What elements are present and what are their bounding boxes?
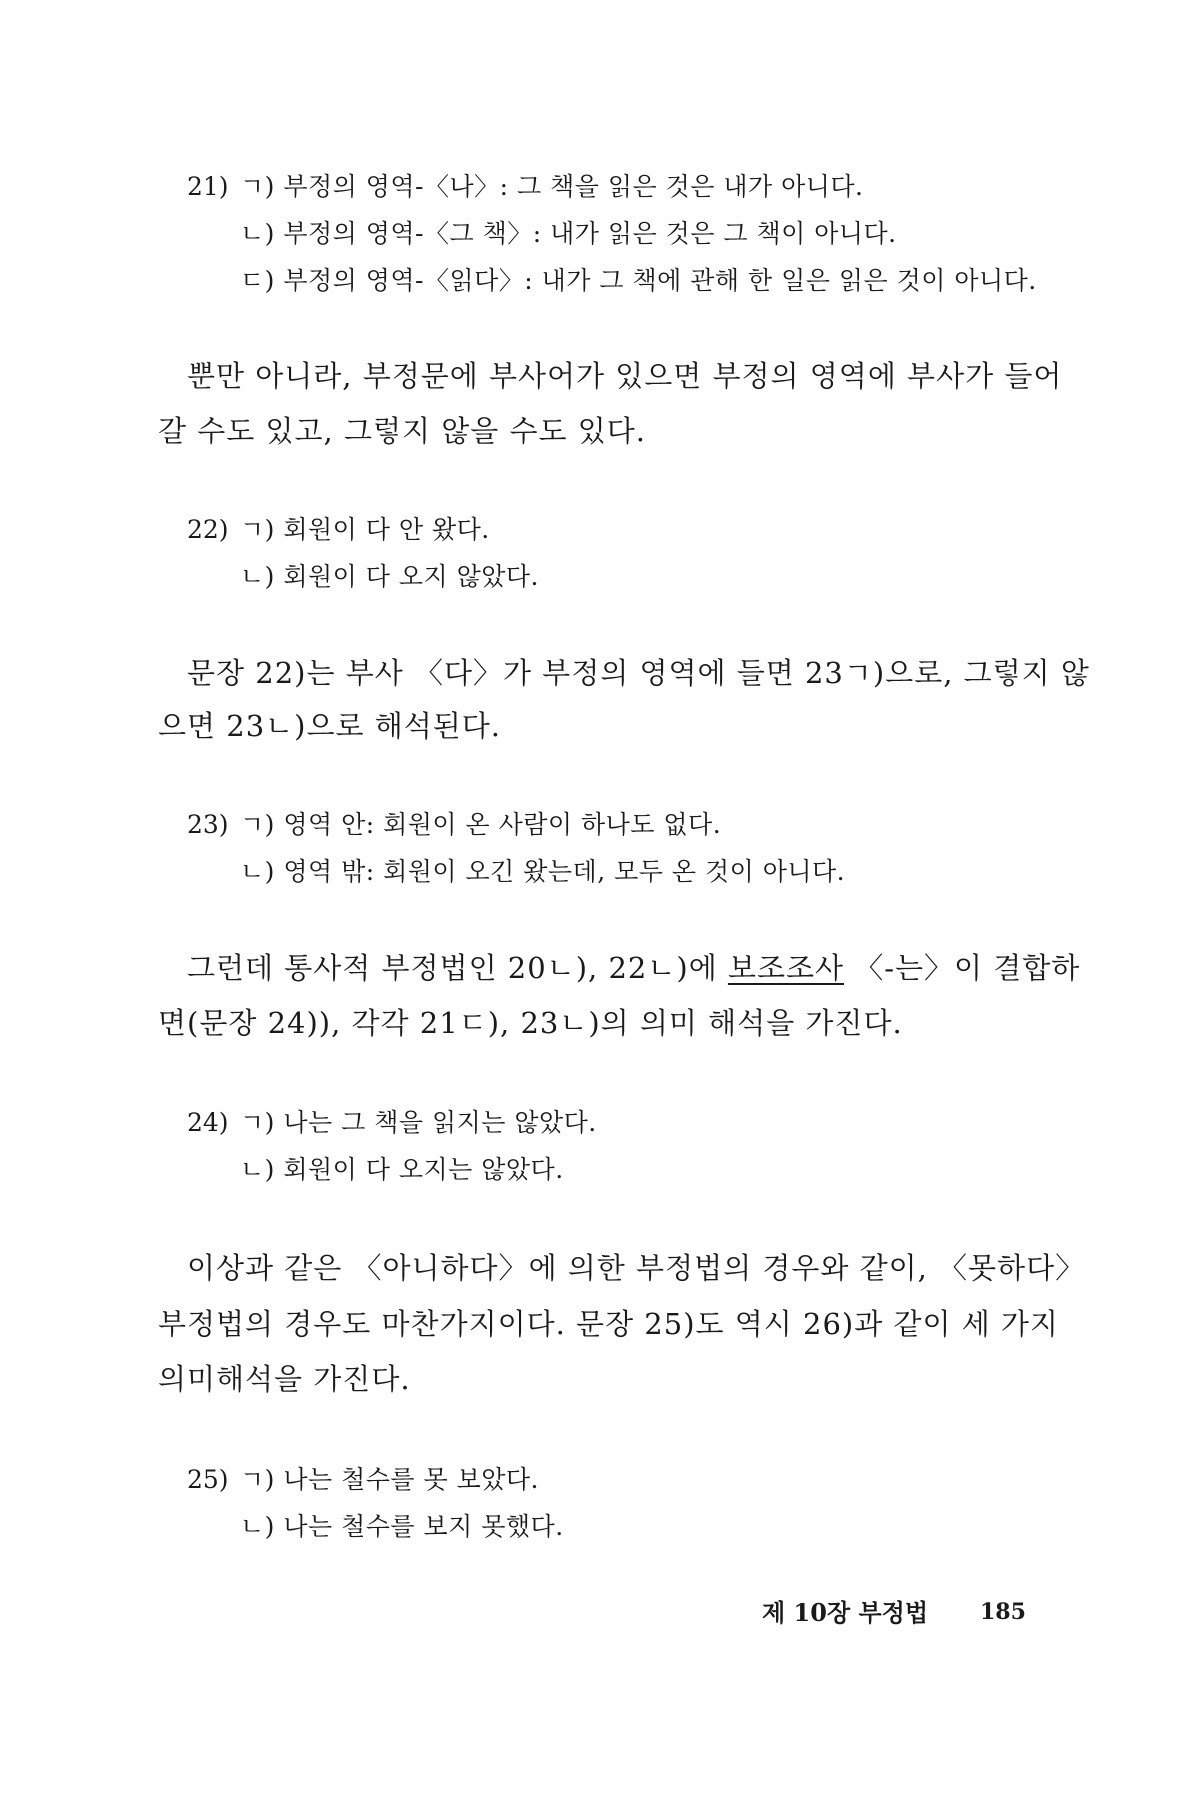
example-item: ㄴ) 회원이 다 오지는 않았다. — [240, 1155, 564, 1184]
example-item: ㄱ) 나는 그 책을 읽지는 않았다. — [240, 1108, 597, 1137]
example-number: 21) — [187, 172, 229, 201]
example-number: 25) — [187, 1465, 229, 1494]
example-number: 23) — [187, 810, 229, 839]
example-item: ㄴ) 나는 철수를 보지 못했다. — [240, 1512, 564, 1541]
example-item: ㄴ) 부정의 영역-〈그 책〉: 내가 읽은 것은 그 책이 아니다. — [240, 219, 897, 248]
example-item: ㄱ) 부정의 영역-〈나〉: 그 책을 읽은 것은 내가 아니다. — [240, 172, 864, 201]
paragraph-line — [187, 951, 1081, 985]
example-item: ㄷ) 부정의 영역-〈읽다〉: 내가 그 책에 관해 한 일은 읽은 것이 아니다. — [240, 266, 1037, 295]
paragraph-line: 의미해석을 가진다. — [158, 1362, 411, 1396]
text-segment: 그런데 통사적 부정법인 20ㄴ), 22ㄴ)에 — [187, 951, 728, 985]
example-item: ㄱ) 영역 안: 회원이 온 사람이 하나도 없다. — [240, 810, 722, 839]
example-number: 24) — [187, 1108, 229, 1137]
example-number: 22) — [187, 515, 229, 544]
underlined-term: 보조조사 — [727, 951, 844, 985]
paragraph-line: 문장 22)는 부사 〈다〉가 부정의 영역에 들면 23ㄱ)으로, 그렇지 않 — [187, 656, 1090, 690]
paragraph-line: 뿐만 아니라, 부정문에 부사어가 있으면 부정의 영역에 부사가 들어 — [187, 359, 1063, 393]
paragraph-line: 으면 23ㄴ)으로 해석된다. — [158, 709, 501, 743]
paragraph-line: 이상과 같은 〈아니하다〉에 의한 부정법의 경우와 같이, 〈못하다〉 — [187, 1251, 1086, 1285]
example-item: ㄱ) 나는 철수를 못 보았다. — [240, 1465, 539, 1494]
paragraph-line: 부정법의 경우도 마찬가지이다. 문장 25)도 역시 26)과 같이 세 가지 — [158, 1307, 1059, 1341]
text-segment: 〈-는〉이 결합하 — [844, 951, 1081, 985]
page-number: 185 — [980, 1599, 1026, 1625]
paragraph-line: 면(문장 24)), 각각 21ㄷ), 23ㄴ)의 의미 해석을 가진다. — [158, 1006, 903, 1040]
paragraph-line: 갈 수도 있고, 그렇지 않을 수도 있다. — [158, 414, 646, 448]
chapter-title: 제 10장 부정법 — [762, 1598, 929, 1627]
example-item: ㄴ) 회원이 다 오지 않았다. — [240, 562, 539, 591]
example-item: ㄱ) 회원이 다 안 왔다. — [240, 515, 490, 544]
example-item: ㄴ) 영역 밖: 회원이 오긴 왔는데, 모두 온 것이 아니다. — [240, 857, 846, 886]
